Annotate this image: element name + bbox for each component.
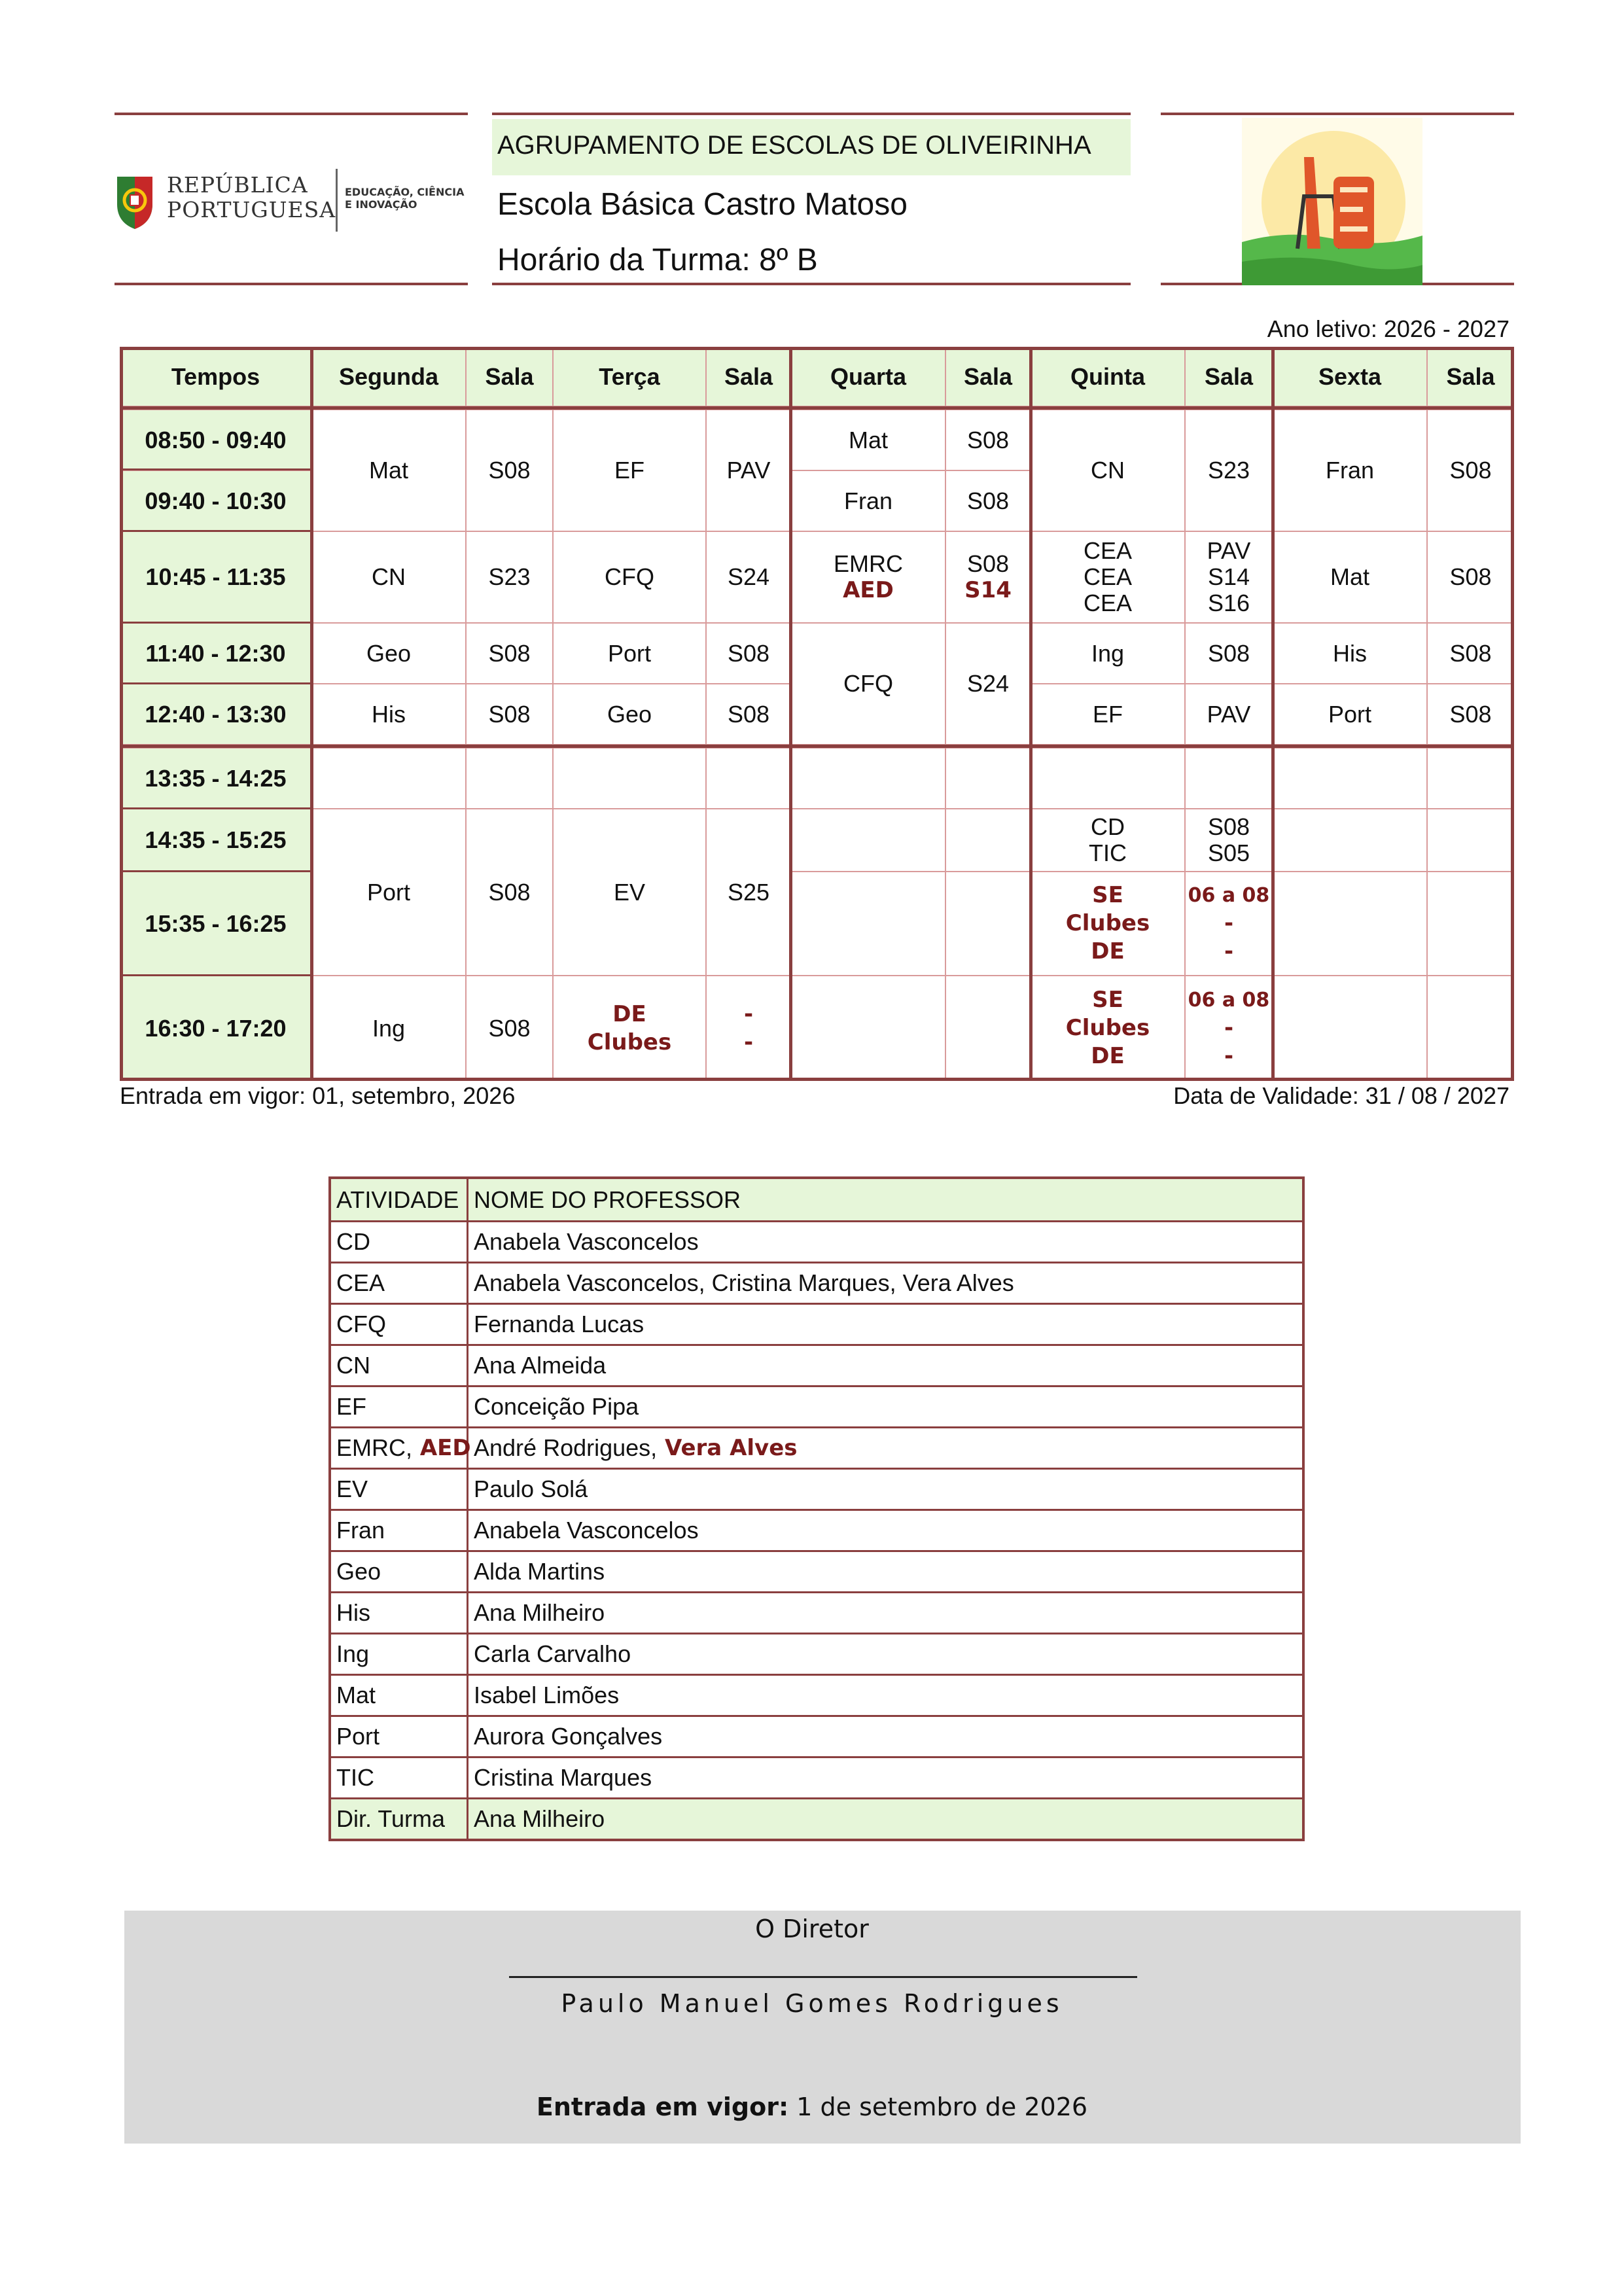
table-row [331, 1303, 1302, 1344]
grid-border [120, 745, 1514, 748]
room-cell [945, 531, 1031, 623]
table-row [331, 1674, 1302, 1715]
grid-border [120, 406, 1514, 410]
empty-cell [945, 809, 1031, 872]
class-cell [1031, 872, 1185, 976]
activity-cd: CD [1091, 813, 1125, 840]
grid-border [1029, 347, 1033, 1081]
grid-border [120, 1078, 1514, 1081]
grid-border [120, 682, 311, 684]
activity-cea: CEA [1083, 563, 1133, 590]
room-range: 06 a 08 [1188, 884, 1270, 907]
header-sexta: Sexta [1273, 347, 1427, 406]
teacher-cell: Anabela Vasconcelos [474, 1228, 699, 1255]
grid-border [120, 468, 311, 470]
activity-aed: AED [843, 577, 894, 603]
header-quinta: Quinta [1031, 347, 1185, 406]
room-s16: S16 [1207, 590, 1250, 616]
table-header [331, 1179, 1302, 1220]
table-row [331, 1715, 1302, 1756]
header-segunda: Segunda [311, 347, 466, 406]
empty-cell [945, 872, 1031, 976]
room-cell [1185, 976, 1273, 1081]
class-cell: Mat [1273, 531, 1427, 623]
room-cell: S08 [945, 410, 1031, 470]
header-rule [492, 283, 1131, 285]
activity-de: DE [1091, 938, 1125, 964]
class-cell: CN [311, 531, 466, 623]
logo-divider [336, 169, 338, 232]
activity-cea: CEA [1083, 590, 1133, 616]
activity-cell: EF [331, 1387, 468, 1426]
teachers-table [328, 1176, 1305, 1841]
class-cell: EV [553, 809, 706, 976]
effective-value: 1 de setembro de 2026 [788, 2093, 1088, 2121]
activity-de: DE [612, 1000, 646, 1027]
republica-text: REPÚBLICA PORTUGUESA [167, 172, 336, 222]
activity-de: DE [1091, 1043, 1125, 1069]
grid-border [120, 807, 311, 809]
school-logo [1242, 118, 1422, 285]
class-cell [1031, 531, 1185, 623]
empty-cell [1427, 748, 1514, 809]
room-cell: S08 [706, 623, 791, 684]
director-title: O Diretor [755, 1915, 869, 1943]
room-cell: S08 [945, 470, 1031, 531]
room-cell: S24 [706, 531, 791, 623]
grid-border [120, 974, 311, 976]
class-cell [1031, 976, 1185, 1081]
time-slot: 11:40 - 12:30 [120, 623, 311, 684]
activity-cell: His [331, 1593, 468, 1633]
room-cell [1185, 872, 1273, 976]
activity-cell [331, 1428, 471, 1468]
activity-cea: CEA [1083, 537, 1133, 564]
empty-cell [311, 748, 466, 809]
class-cell: Mat [791, 410, 945, 470]
time-slot: 10:45 - 11:35 [120, 531, 311, 623]
empty-cell [466, 748, 553, 809]
teacher-cell: Cristina Marques [474, 1764, 652, 1791]
empty-cell [1427, 809, 1514, 872]
activity-se: SE [1092, 987, 1123, 1013]
class-cell: CFQ [791, 623, 945, 745]
room-cell [1185, 809, 1273, 872]
class-cell [553, 976, 706, 1081]
class-cell: EF [1031, 684, 1185, 745]
class-cell: Port [1273, 684, 1427, 745]
time-slot: 09:40 - 10:30 [120, 470, 311, 531]
teacher-cell: Alda Martins [474, 1558, 605, 1585]
activity-cell: Fran [331, 1511, 468, 1550]
empty-cell [791, 809, 945, 872]
room-dash: - [1224, 938, 1234, 964]
class-cell [1031, 809, 1185, 872]
activity-clubes: Clubes [1065, 910, 1150, 936]
room-cell: S08 [1427, 684, 1514, 745]
signature-line [509, 1976, 1137, 1978]
class-cell: Geo [553, 684, 706, 745]
room-dash: - [1224, 1043, 1234, 1069]
activity-cell: Mat [331, 1676, 468, 1715]
class-cell: His [311, 684, 466, 745]
room-cell: S24 [945, 623, 1031, 745]
portuguese-shield-icon [115, 174, 155, 230]
class-cell: Port [553, 623, 706, 684]
director-row [331, 1797, 1302, 1839]
empty-cell [1273, 872, 1427, 976]
class-cell: CFQ [553, 531, 706, 623]
room-cell [1185, 531, 1273, 623]
teacher-andre: André Rodrigues, [474, 1434, 658, 1461]
class-title: Horário da Turma: 8º B [497, 243, 818, 277]
director-name: Paulo Manuel Gomes Rodrigues [561, 1989, 1063, 2018]
room-dash: - [743, 1029, 754, 1055]
header-rule [1161, 113, 1514, 115]
empty-cell [1031, 748, 1185, 809]
header-rule [492, 113, 1131, 115]
class-cell: Fran [791, 470, 945, 531]
room-cell: S08 [466, 809, 553, 976]
effective-date: Entrada em vigor: 01, setembro, 2026 [120, 1082, 516, 1109]
teacher-vera: Vera Alves [657, 1435, 798, 1461]
activity-aed: AED [412, 1435, 471, 1461]
room-cell [706, 976, 791, 1081]
room-cell: S08 [1185, 623, 1273, 684]
room-cell: S08 [466, 410, 553, 531]
room-cell: S08 [1427, 623, 1514, 684]
room-dash: - [1224, 1015, 1234, 1041]
empty-cell [1273, 748, 1427, 809]
teacher-cell: Conceição Pipa [474, 1393, 639, 1420]
header-sala: Sala [466, 347, 553, 406]
class-cell: CN [1031, 410, 1185, 531]
empty-cell [791, 748, 945, 809]
teacher-cell: Anabela Vasconcelos, Cristina Marques, Vera Alves [474, 1269, 1014, 1296]
room-dash: - [743, 1000, 754, 1027]
room-cell: S08 [466, 623, 553, 684]
validity-date: Data de Validade: 31 / 08 / 2027 [1173, 1082, 1509, 1109]
grid-border [1271, 347, 1275, 1081]
empty-cell [1185, 748, 1273, 809]
header-terca: Terça [553, 347, 706, 406]
header-rule [115, 283, 468, 285]
activity-cell: Ing [331, 1634, 468, 1674]
empty-cell [945, 976, 1031, 1081]
time-slot: 16:30 - 17:20 [120, 976, 311, 1081]
empty-cell [945, 748, 1031, 809]
empty-cell [1273, 976, 1427, 1081]
grid-border [1511, 347, 1514, 1081]
room-cell: S25 [706, 809, 791, 976]
teacher-cell: Ana Milheiro [474, 1599, 605, 1626]
teacher-cell: Fernanda Lucas [474, 1311, 644, 1337]
room-cell: S23 [1185, 410, 1273, 531]
time-slot: 14:35 - 15:25 [120, 809, 311, 872]
class-cell: Mat [311, 410, 466, 531]
table-row [331, 1591, 1302, 1633]
activity-cell: CFQ [331, 1305, 468, 1344]
activity-clubes: Clubes [587, 1029, 672, 1055]
activity-se: SE [1092, 882, 1123, 908]
table-row [331, 1756, 1302, 1797]
ministry-text: EDUCAÇÃO, CIÊNCIA E INOVAÇÃO [345, 186, 465, 211]
table-row [331, 1220, 1302, 1262]
grid-border [120, 347, 1514, 350]
empty-cell [1427, 976, 1514, 1081]
school-name: Escola Básica Castro Matoso [497, 187, 908, 222]
header-sala: Sala [945, 347, 1031, 406]
teacher-cell: Paulo Solá [474, 1475, 588, 1502]
room-cell: PAV [1185, 684, 1273, 745]
table-row [331, 1262, 1302, 1303]
grid-border [120, 870, 311, 872]
activity-cell: EV [331, 1470, 468, 1509]
grid-border [120, 530, 311, 532]
header-tempos: Tempos [120, 347, 311, 406]
teacher-cell: Anabela Vasconcelos [474, 1517, 699, 1544]
table-row [331, 1550, 1302, 1591]
empty-cell [791, 976, 945, 1081]
effective-label: Entrada em vigor: [536, 2093, 789, 2121]
activity-cell: Port [331, 1717, 468, 1756]
class-cell: His [1273, 623, 1427, 684]
teacher-cell [468, 1428, 1302, 1468]
header-rule [115, 113, 468, 115]
teacher-cell: Ana Almeida [474, 1352, 607, 1379]
grid-border [120, 622, 311, 624]
room-cell: S08 [466, 976, 553, 1081]
teacher-header: NOME DO PROFESSOR [474, 1186, 741, 1213]
activity-emrc: EMRC [834, 550, 903, 577]
grid-border [789, 347, 792, 1081]
teacher-cell: Isabel Limões [474, 1682, 620, 1708]
room-s08: S08 [966, 550, 1010, 577]
room-cell: S08 [706, 684, 791, 745]
teacher-cell: Carla Carvalho [474, 1640, 631, 1667]
activity-cell: CN [331, 1346, 468, 1385]
header-sala: Sala [1427, 347, 1514, 406]
time-slot: 13:35 - 14:25 [120, 748, 311, 809]
director-effective-date [0, 2093, 1624, 2121]
table-row [331, 1385, 1302, 1426]
empty-cell [791, 872, 945, 976]
table-row [331, 1426, 1302, 1468]
table-row [331, 1633, 1302, 1674]
room-s14: S14 [1207, 563, 1250, 590]
school-year: Ano letivo: 2026 - 2027 [1267, 315, 1509, 342]
table-row [331, 1468, 1302, 1509]
room-s05: S05 [1207, 839, 1250, 866]
table-row [331, 1509, 1302, 1550]
time-slot: 12:40 - 13:30 [120, 684, 311, 745]
room-dash: - [1224, 910, 1234, 936]
teacher-cell: Ana Milheiro [474, 1805, 605, 1832]
schedule-grid [120, 347, 1514, 1081]
class-cell: Ing [1031, 623, 1185, 684]
room-pav: PAV [1207, 537, 1251, 564]
activity-clubes: Clubes [1065, 1015, 1150, 1041]
room-cell: S08 [466, 684, 553, 745]
room-cell: S23 [466, 531, 553, 623]
grid-border [120, 347, 123, 1081]
agrupamento-title: AGRUPAMENTO DE ESCOLAS DE OLIVEIRINHA [497, 131, 1091, 160]
activity-cell: Geo [331, 1552, 468, 1591]
activity-header: ATIVIDADE [331, 1179, 468, 1220]
time-slot: 15:35 - 16:25 [120, 872, 311, 976]
activity-cell: Dir. Turma [331, 1799, 468, 1839]
room-s08: S08 [1207, 813, 1250, 840]
activity-cell: TIC [331, 1758, 468, 1797]
class-cell: Ing [311, 976, 466, 1081]
grid-border [310, 347, 313, 1081]
activity-cell: CD [331, 1222, 468, 1262]
class-cell: Fran [1273, 410, 1427, 531]
class-cell: Port [311, 809, 466, 976]
room-s14: S14 [964, 577, 1012, 603]
empty-cell [1273, 809, 1427, 872]
class-cell: EF [553, 410, 706, 531]
empty-cell [706, 748, 791, 809]
activity-tic: TIC [1089, 839, 1127, 866]
header-sala: Sala [706, 347, 791, 406]
empty-cell [1427, 872, 1514, 976]
class-cell: Geo [311, 623, 466, 684]
room-cell: S08 [1427, 410, 1514, 531]
header-quarta: Quarta [791, 347, 945, 406]
teacher-cell: Aurora Gonçalves [474, 1723, 663, 1750]
room-cell: PAV [706, 410, 791, 531]
school-logo-drawing [1242, 118, 1422, 285]
header-sala: Sala [1185, 347, 1273, 406]
activity-emrc: EMRC, [336, 1434, 412, 1461]
room-range: 06 a 08 [1188, 989, 1270, 1012]
room-cell: S08 [1427, 531, 1514, 623]
class-cell [791, 531, 945, 623]
table-row [331, 1344, 1302, 1385]
activity-cell: CEA [331, 1263, 468, 1303]
government-logo [115, 169, 468, 234]
time-slot: 08:50 - 09:40 [120, 410, 311, 470]
empty-cell [553, 748, 706, 809]
